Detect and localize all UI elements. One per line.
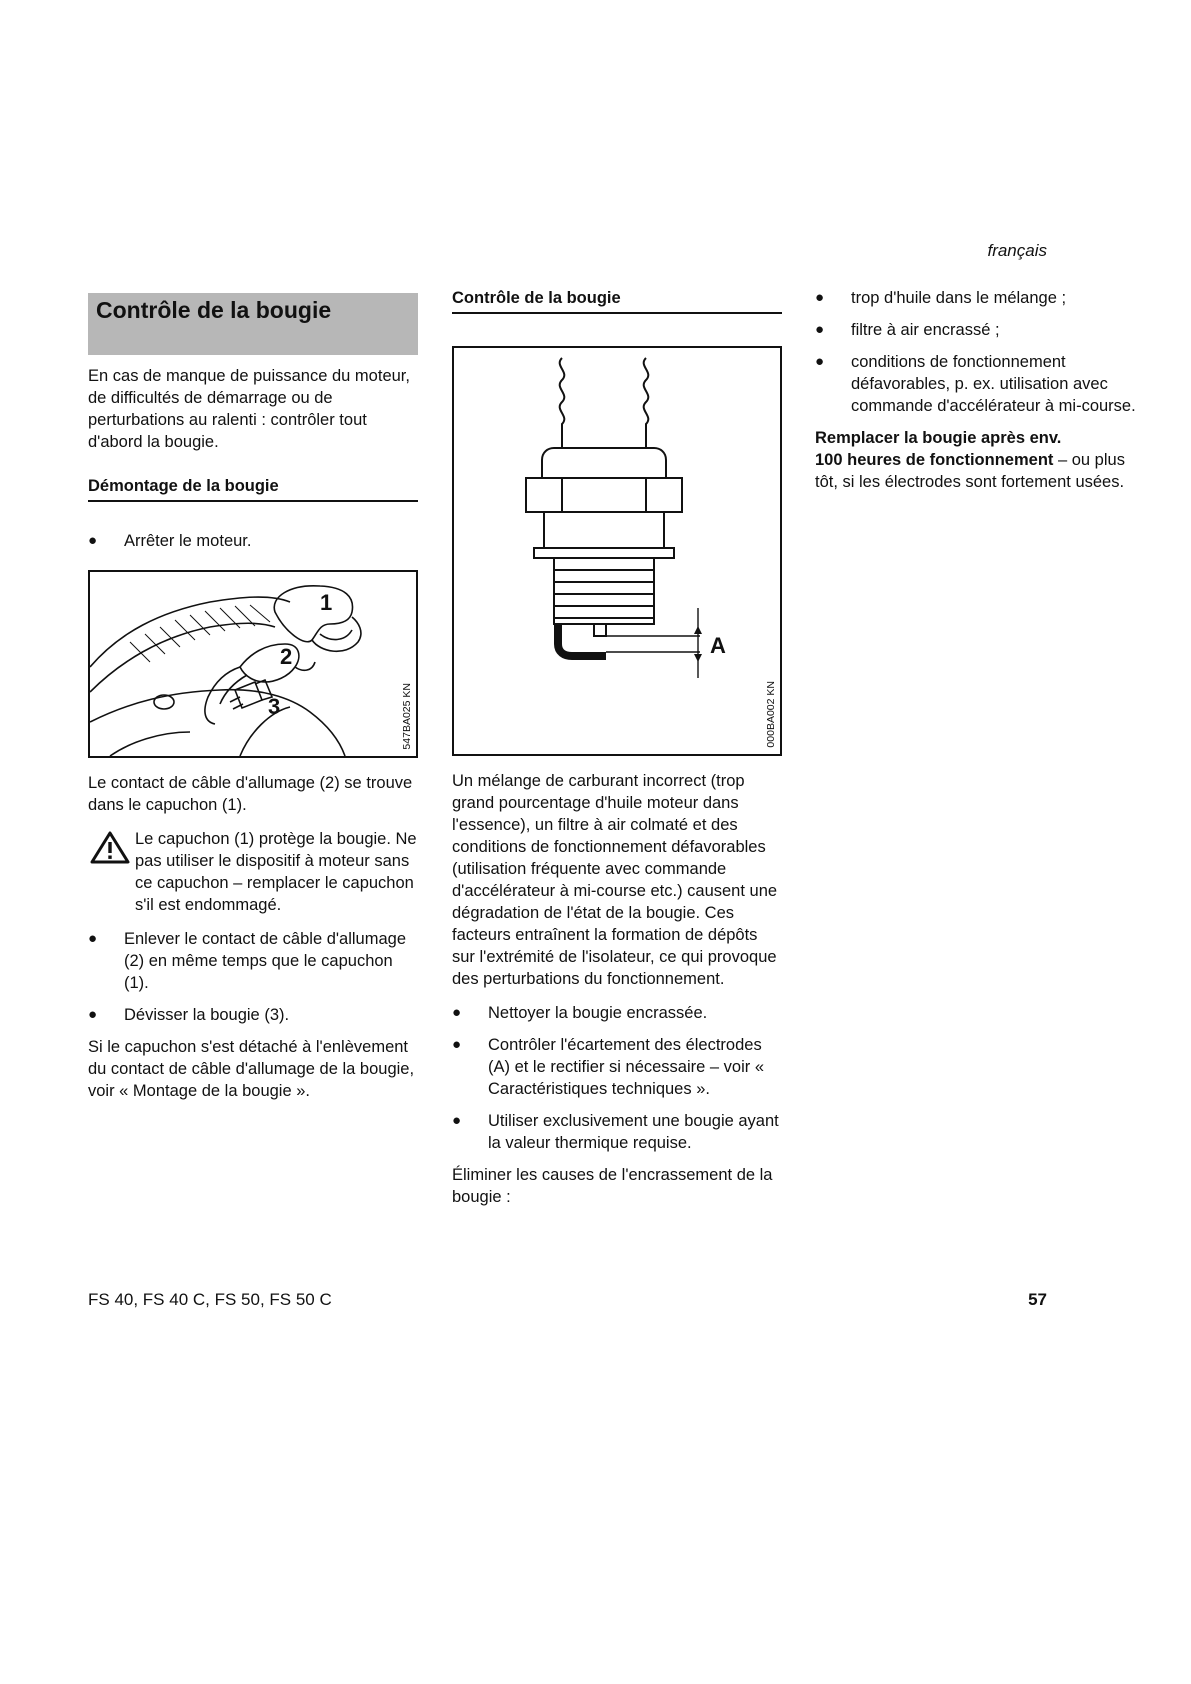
note-paragraph: Si le capuchon s'est détaché à l'enlèvement du contact de câble d'allumage de la bougie, voir « Montage de la bougie ». (88, 1038, 415, 1100)
warning-icon (90, 830, 130, 864)
bullet-check-gap: ● Contrôler l'écartement des électrodes (A) et le rectifier si nécessaire – voir « Caractéristiques techniques ». (452, 1034, 782, 1100)
figure-code: 547BA025 KN (401, 683, 413, 750)
bullet-dirty-filter: ● filtre à air encrassé ; (815, 319, 1145, 341)
bullet-remove-cap: ● Enlever le contact de câble d'allumage (2) en même temps que le capuchon (1). (88, 928, 418, 994)
causes-paragraph: Éliminer les causes de l'encrassement de la bougie : (452, 1166, 773, 1206)
column-right (815, 287, 1145, 505)
replace-bold-1: Remplacer la bougie après env. (815, 429, 1062, 447)
bullet-unscrew-plug: ● Dévisser la bougie (3). (88, 1004, 418, 1026)
replace-rest: – ou plus tôt, si les électrodes sont fortement usées. (815, 451, 1125, 491)
bullet-too-much-oil: ● trop d'huile dans le mélange ; (815, 287, 1145, 309)
replace-bold-2: 100 heures de fonctionnement (815, 451, 1054, 469)
warning-block (88, 828, 418, 916)
spark-plug-illustration (454, 348, 780, 754)
bullet-unfavorable-conditions: ● conditions de fonctionnement défavorables, p. ex. utilisation avec commande d'accélérateur à mi-course. (815, 351, 1145, 417)
replace-paragraph (815, 427, 1145, 493)
callout-2: 2 (280, 644, 293, 669)
footer-models: FS 40, FS 40 C, FS 50, FS 50 C (88, 1290, 332, 1309)
engine-illustration (90, 572, 416, 756)
section-title: Contrôle de la bougie (88, 293, 418, 355)
language-label: français (987, 241, 1047, 260)
callout-1: 1 (320, 590, 333, 615)
figure-spark-plug (452, 346, 782, 756)
fouling-paragraph: Un mélange de carburant incorrect (trop grand pourcentage d'huile moteur dans l'essence), un filtre à air colmaté et des conditions de fonctionnement défavorables (utilisation fréquente avec commande d'accélérateur à mi-course etc.) causent une dégradation de l'état de la bougie. Ces facteurs entraînent la formation de dépôts sur l'extrémité de l'isolateur, ce qui provoque des perturbations du fonctionnement. (452, 772, 778, 988)
caption-paragraph: Le contact de câble d'allumage (2) se trouve dans le capuchon (1). (88, 774, 413, 814)
figure-spark-plug-cap (88, 570, 418, 758)
intro-paragraph: En cas de manque de puissance du moteur, de difficultés de démarrage ou de perturbations au ralenti : contrôler tout d'abord la bougie. (88, 367, 410, 451)
callout-3: 3 (268, 694, 281, 719)
subheading-removal: Démontage de la bougie (88, 475, 418, 502)
figure-code: 000BA002 KN (765, 681, 777, 748)
subheading-check: Contrôle de la bougie (452, 287, 782, 314)
callout-A: A (710, 633, 726, 658)
column-middle (452, 287, 782, 1220)
bullet-heat-range: ● Utiliser exclusivement une bougie ayant la valeur thermique requise. (452, 1110, 782, 1154)
column-left (88, 293, 418, 1114)
page-number: 57 (1028, 1290, 1047, 1309)
bullet-clean: ● Nettoyer la bougie encrassée. (452, 1002, 782, 1024)
bullet-stop-engine: ● Arrêter le moteur. (88, 530, 418, 552)
warning-text: Le capuchon (1) protège la bougie. Ne pas utiliser le dispositif à moteur sans ce capuchon – remplacer le capuchon s'il est endommagé. (135, 830, 417, 914)
